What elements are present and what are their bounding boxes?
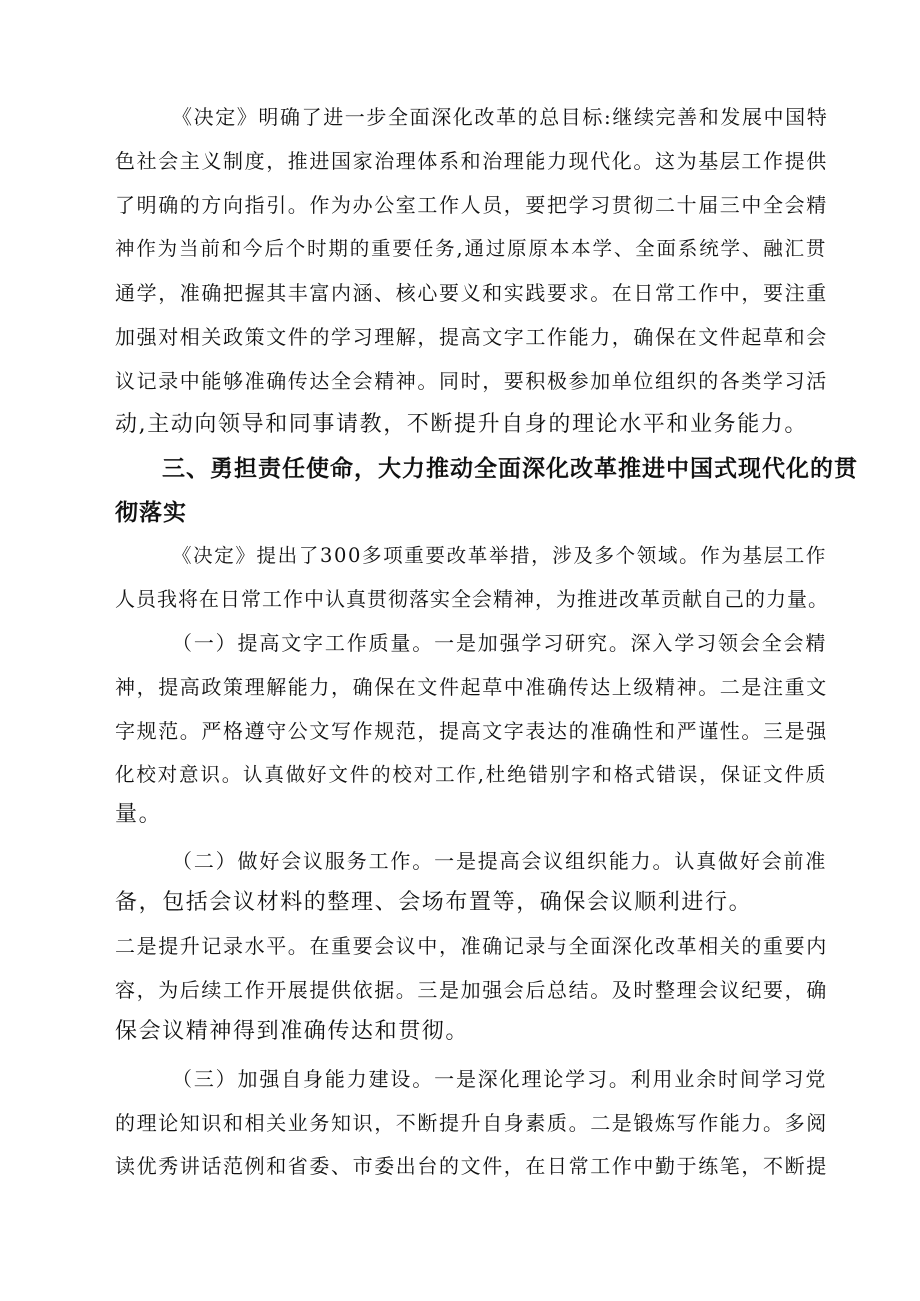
paragraph-line: 字规范。严格遵守公文写作规范，提高文字表达的准确性和严谨性。三是强: [115, 719, 828, 743]
paragraph-line: 动,主动向领导和同事请教，不断提升自身的理论水平和业务能力。: [115, 412, 808, 437]
paragraph-line: 读优秀讲话范例和省委、市委出台的文件，在日常工作中勤于练笔，不断提: [115, 1154, 828, 1178]
paragraph-line: 加强对相关政策文件的学习理解，提高文字工作能力，确保在文件起草和会: [115, 325, 828, 349]
section-heading-continued: 彻落实: [115, 500, 187, 526]
paragraph-line: 的理论知识和相关业务知识，不断提升自身素质。二是锻炼写作能力。多阅: [115, 1111, 828, 1135]
paragraph-line: （二）做好会议服务工作。一是提高会议组织能力。认真做好会前准: [172, 849, 827, 873]
paragraph-line: 《决定》提出了300多项重要改革举措，涉及多个领域。作为基层工作: [172, 544, 827, 567]
paragraph-line: 神作为当前和今后个时期的重要任务,通过原原本本学、全面系统学、融汇贯: [115, 237, 827, 260]
paragraph-line: 神，提高政策理解能力，确保在文件起草中准确传达上级精神。二是注重文: [115, 675, 828, 699]
paragraph-line: （一）提高文字工作质量。一是加强学习研究。深入学习领会全会精: [172, 631, 827, 655]
paragraph-line: 色社会主义制度，推进国家治理体系和治理能力现代化。这为基层工作提供: [115, 149, 828, 173]
paragraph-line: 《决定》明确了进一步全面深化改革的总目标:继续完善和发展中国特: [172, 105, 829, 129]
paragraph-line: 通学，准确把握其丰富内涵、核心要义和实践要求。在日常工作中，要注重: [115, 281, 828, 305]
paragraph-line: 了明确的方向指引。作为办公室工作人员，要把学习贯彻二十届三中全会精: [115, 193, 828, 217]
paragraph-line: 保会议精神得到准确传达和贯彻。: [115, 1019, 470, 1044]
paragraph-line: 量。: [115, 802, 163, 827]
paragraph-line: 化校对意识。认真做好文件的校对工作,杜绝错别字和格式错误，保证文件质: [115, 763, 827, 786]
paragraph-line: 备，包括会议材料的整理、会场布置等，确保会议顺利进行。: [115, 890, 753, 915]
paragraph-line: （三）加强自身能力建设。一是深化理论学习。利用业余时间学习党: [172, 1067, 827, 1091]
paragraph-line: 容，为后续工作开展提供依据。三是加强会后总结。及时整理会议纪要，确: [115, 978, 828, 1002]
paragraph-line: 二是提升记录水平。在重要会议中，准确记录与全面深化改革相关的重要内: [115, 934, 828, 958]
section-heading: 三、勇担责任使命，大力推动全面深化改革推进中国式现代化的贯: [162, 456, 858, 482]
paragraph-line: 人员我将在日常工作中认真贯彻落实全会精神，为推进改革贡献自己的力量。: [115, 587, 829, 611]
paragraph-line: 议记录中能够准确传达全会精神。同时，要积极参加单位组织的各类学习活: [115, 369, 828, 393]
